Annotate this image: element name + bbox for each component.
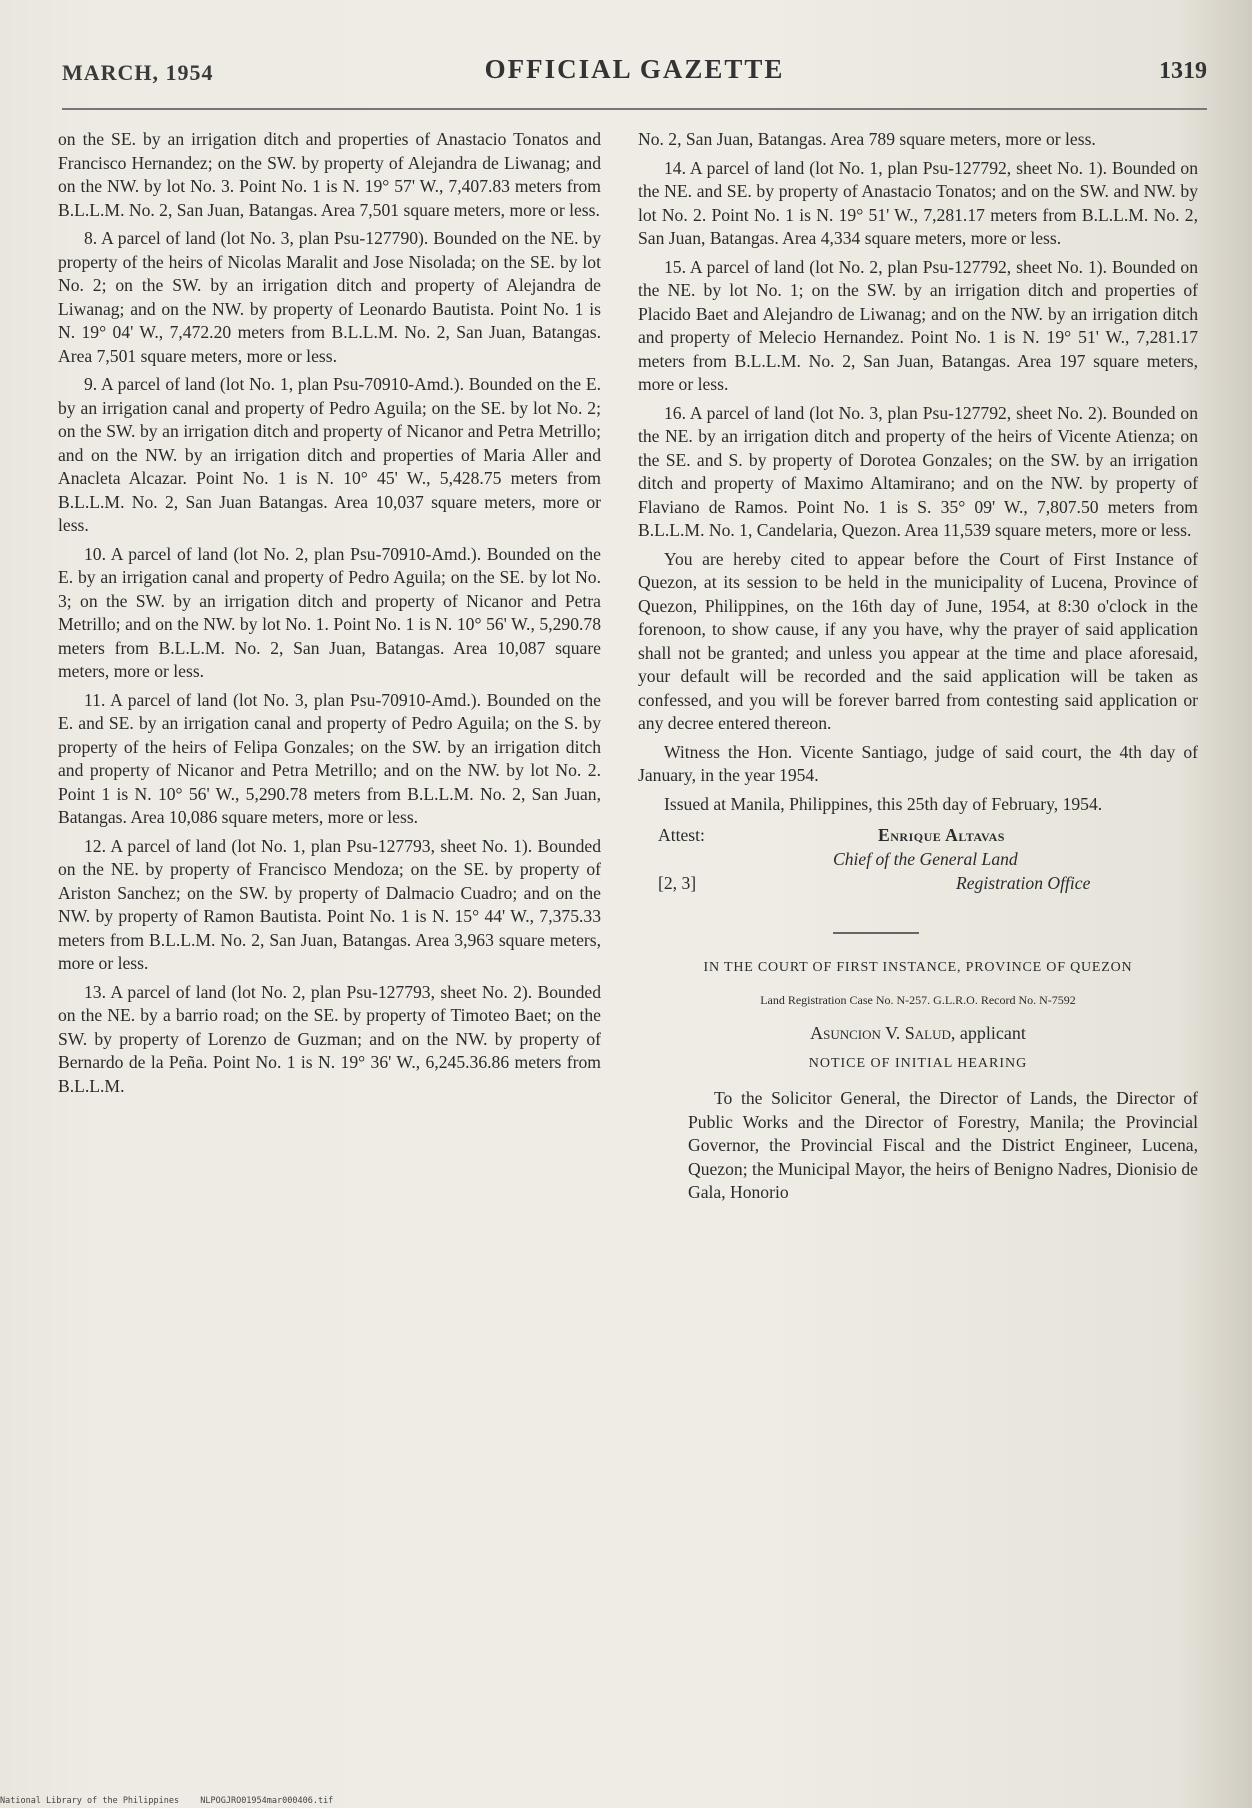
page-header xyxy=(62,54,1207,94)
notice-title: NOTICE OF INITIAL HEARING xyxy=(808,1055,1028,1071)
right-column xyxy=(638,128,1198,1210)
paragraph-continuation: on the SE. by an irrigation ditch and properties of Anastacio Tonatos and Francisco Hernandez; on the SW. by property of Alejandra de Liwanag; and on the NW. by lot No. 3. Point No. 1 is N. 19° 57' W., 7,407.83 meters from B.L.L.M. No. 2, San Juan, Batangas. Area 7,501 square meters, more or less. xyxy=(58,129,601,220)
signatory-title-line1: Chief of the General Land xyxy=(833,849,1018,869)
paragraph-lot-10: 10. A parcel of land (lot No. 2, plan Psu-70910-Amd.). Bounded on the E. by an irrigation canal and property of Pedro Aguila; on the SE. by lot No. 3; on the SW. by an irrigation ditch and property of Nicanor and Petra Metrillo; and on the NW. by lot No. 1. Point No. 1 is N. 10° 56' W., 5,290.78 meters from B.L.L.M. No. 2, San Juan, Batangas. Area 10,087 square meters, more or less. xyxy=(58,543,601,681)
library-credit: National Library of the Philippines xyxy=(0,1796,180,1806)
notice-address: To the Solicitor General, the Director of Lands, the Director of Public Works and the Director of Forestry, Manila; the Provincial Governor, the Provincial Fiscal and the District Engineer, Lucena, Quezon; the Municipal Mayor, the heirs of Benigno Nadres, Dionisio de Gala, Honorio xyxy=(688,1088,1198,1202)
left-column xyxy=(58,128,601,1103)
court-heading: IN THE COURT OF FIRST INSTANCE, PROVINCE OF QUEZON xyxy=(703,960,1133,975)
page-number: 1319 xyxy=(1159,58,1207,84)
header-rule xyxy=(62,108,1207,110)
paragraph-citation: You are hereby cited to appear before the Court of First Instance of Quezon, at its session to be held in the municipality of Lucena, Province of Quezon, Philippines, on the 16th day of June, 1954, at 8:30 o'clock in the forenoon, to show cause, if any you have, why the prayer of said application shall not be granted; and unless you appear at the time and place aforesaid, your default will be recorded and the said application will be taken as confessed, and you will be forever barred from contesting said application or any decree entered thereon. xyxy=(638,548,1198,733)
issue-date: MARCH, 1954 xyxy=(62,60,214,85)
scan-filename: NLPOGJRO01954mar000406.tif xyxy=(200,1796,334,1806)
signatory-name: Enrique Altavas xyxy=(878,825,1005,845)
section-divider xyxy=(833,932,919,934)
applicant-suffix: , applicant xyxy=(950,1023,1026,1043)
paragraph-lot-9: 9. A parcel of land (lot No. 1, plan Psu-70910-Amd.). Bounded on the E. by an irrigation canal and property of Pedro Aguila; on the SE. by lot No. 2; on the SW. by an irrigation ditch and property of Nicanor and Petra Metrillo; and on the NW. by an irrigation ditch and properties of Maria Aller and Anacleta Alcazar. Point No. 1 is N. 10° 45' W., 5,428.75 meters from B.L.L.M. No. 2, San Juan Batangas. Area 10,037 square meters, more or less. xyxy=(58,374,601,535)
signature-block xyxy=(638,824,1198,912)
paragraph-lot-11: 11. A parcel of land (lot No. 3, plan Psu-70910-Amd.). Bounded on the E. and SE. by an irrigation canal and property of Pedro Aguila; on the S. by property of the heirs of Felipa Gonzales; on the SW. by an irrigation ditch and property of Nicanor and Petra Metrillo; and on the NW. by lot No. 2. Point 1 is N. 10° 56' W., 5,290.78 meters from B.L.L.M. No. 2, San Juan, Batangas. Area 10,086 square meters, more or less. xyxy=(58,689,601,827)
paragraph-issued: Issued at Manila, Philippines, this 25th day of February, 1954. xyxy=(664,793,1103,814)
paragraph-lot-13-continued: No. 2, San Juan, Batangas. Area 789 square meters, more or less. xyxy=(638,129,1096,149)
attest-label: Attest: xyxy=(658,825,705,845)
paragraph-lot-15: 15. A parcel of land (lot No. 2, plan Psu-127792, sheet No. 1). Bounded on the NE. by lot No. 1; on the SW. by an irrigation ditch and properties of Placido Baet and Alejandro de Liwanag; and on the NW. by an irrigation ditch and property of Melecio Hernandez. Point No. 1 is N. 19° 51' W., 7,281.17 meters from B.L.L.M. No. 2, San Juan, Batangas. Area 197 square meters, more or less. xyxy=(638,256,1198,394)
paragraph-witness: Witness the Hon. Vicente Santiago, judge of said court, the 4th day of January, in the year 1954. xyxy=(638,741,1198,785)
issue-reference: [2, 3] xyxy=(658,873,697,893)
paragraph-lot-12: 12. A parcel of land (lot No. 1, plan Psu-127793, sheet No. 1). Bounded on the NE. by property of Francisco Mendoza; on the SE. by property of Ariston Sanchez; on the SW. by property of Dalmacio Cuadro; and on the NW. by property of Ramon Bautista. Point No. 1 is N. 15° 44' W., 7,375.33 meters from B.L.L.M. No. 2, San Juan, Batangas. Area 3,963 square meters, more or less. xyxy=(58,835,601,973)
signatory-title-line2: Registration Office xyxy=(956,873,1091,893)
paragraph-lot-13: 13. A parcel of land (lot No. 2, plan Psu-127793, sheet No. 2). Bounded on the NE. by a barrio road; on the SE. by property of Timoteo Baet; on the SW. by property of Lorenzo de Guzman; and on the NW. by property of Bernardo de la Peña. Point No. 1 is N. 19° 36' W., 6,245.36.86 meters from B.L.L.M. xyxy=(58,981,601,1096)
case-record: Land Registration Case No. N-257. G.L.R.O. Record No. N-7592 xyxy=(760,993,1076,1007)
applicant-line xyxy=(638,1022,1198,1046)
paragraph-lot-14: 14. A parcel of land (lot No. 1, plan Psu-127792, sheet No. 1). Bounded on the NE. and SE. by property of Anastacio Tonatos; and on the SW. and NW. by lot No. 2. Point No. 1 is N. 19° 51' W., 7,281.17 meters from B.L.L.M. No. 2, San Juan, Batangas. Area 4,334 square meters, more or less. xyxy=(638,157,1198,248)
applicant-name: Asuncion V. Salud xyxy=(810,1023,951,1043)
scan-footer xyxy=(0,1796,349,1806)
publication-title: OFFICIAL GAZETTE xyxy=(484,54,785,84)
paragraph-lot-16: 16. A parcel of land (lot No. 3, plan Psu-127792, sheet No. 2). Bounded on the NE. by an irrigation ditch and property of the heirs of Vicente Atienza; on the SE. and S. by property of Dorotea Gonzales; on the SW. by an irrigation ditch and property of Maximo Altamirano; and on the NW. by property of Flaviano de Ramos. Point No. 1 is S. 35° 09' W., 7,807.50 meters from B.L.L.M. No. 1, Candelaria, Quezon. Area 11,539 square meters, more or less. xyxy=(638,402,1198,540)
paragraph-lot-8: 8. A parcel of land (lot No. 3, plan Psu-127790). Bounded on the NE. by property of the heirs of Nicolas Maralit and Jose Nisolada; on the SE. by lot No. 2; on the SW. by an irrigation ditch and property of Alejandra de Liwanag; and on the NW. by property of Leonardo Bautista. Point No. 1 is N. 19° 04' W., 7,472.20 meters from B.L.L.M. No. 2, San Juan, Batangas. Area 7,501 square meters, more or less. xyxy=(58,228,601,366)
